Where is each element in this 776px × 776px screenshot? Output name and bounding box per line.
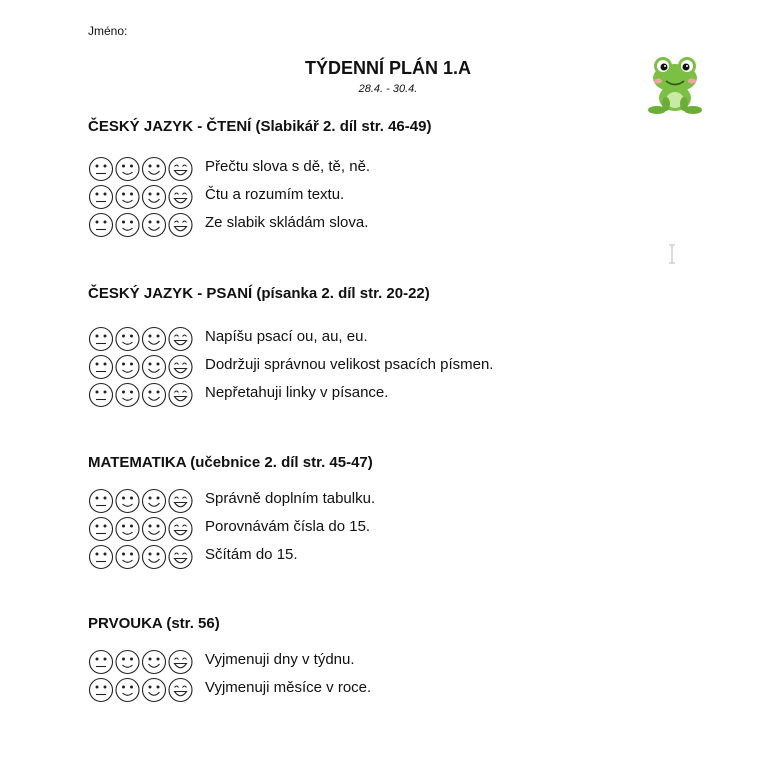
laughing-face-icon	[169, 679, 192, 702]
slight-smile-face-icon	[116, 490, 139, 513]
statement-text: Porovnávám čísla do 15.	[205, 518, 371, 535]
slight-smile-face-icon	[116, 518, 139, 541]
smiley-rating	[88, 211, 194, 239]
smiley-rating	[88, 648, 194, 676]
page-title: TÝDENNÍ PLÁN 1.A	[304, 58, 472, 78]
smiley-rating	[88, 515, 194, 543]
statement-text: Nepřetahuji linky v písance.	[205, 384, 389, 401]
slight-smile-face-icon	[116, 651, 139, 674]
smiley-rating	[88, 183, 194, 211]
laughing-face-icon	[169, 328, 192, 351]
neutral-face-icon	[90, 384, 113, 407]
neutral-face-icon	[90, 546, 113, 569]
laughing-face-icon	[169, 356, 192, 379]
laughing-face-icon	[169, 158, 192, 181]
smile-face-icon	[143, 328, 166, 351]
slight-smile-face-icon	[116, 186, 139, 209]
statement-text: Vyjmenuji měsíce v roce.	[205, 679, 372, 696]
statement-text: Napíšu psací ou, au, eu.	[205, 328, 368, 345]
neutral-face-icon	[90, 679, 113, 702]
neutral-face-icon	[90, 651, 113, 674]
neutral-face-icon	[90, 214, 113, 237]
slight-smile-face-icon	[116, 214, 139, 237]
slight-smile-face-icon	[116, 546, 139, 569]
smile-face-icon	[143, 679, 166, 702]
smile-face-icon	[143, 356, 166, 379]
section-heading: ČESKÝ JAZYK - PSANÍ (písanka 2. díl str. 20-22)	[88, 285, 430, 302]
frog-icon	[646, 54, 704, 116]
smile-face-icon	[143, 490, 166, 513]
date-range: 28.4. - 30.4.	[358, 83, 418, 95]
name-label: Jméno:	[88, 24, 128, 38]
slight-smile-face-icon	[116, 356, 139, 379]
statement-text: Ze slabik skládám slova.	[205, 214, 369, 231]
slight-smile-face-icon	[116, 384, 139, 407]
smile-face-icon	[143, 651, 166, 674]
statement-text: Vyjmenuji dny v týdnu.	[205, 651, 355, 668]
neutral-face-icon	[90, 158, 113, 181]
statement-text: Čtu a rozumím textu.	[205, 186, 345, 203]
smile-face-icon	[143, 214, 166, 237]
laughing-face-icon	[169, 490, 192, 513]
statement-text: Dodržuji správnou velikost psacích písmen.	[205, 356, 494, 373]
neutral-face-icon	[90, 518, 113, 541]
section-heading: PRVOUKA (str. 56)	[88, 615, 220, 632]
statement-text: Správně doplním tabulku.	[205, 490, 376, 507]
smile-face-icon	[143, 186, 166, 209]
text-cursor-icon	[668, 244, 676, 264]
laughing-face-icon	[169, 384, 192, 407]
slight-smile-face-icon	[116, 328, 139, 351]
smiley-rating	[88, 353, 194, 381]
laughing-face-icon	[169, 214, 192, 237]
section-heading: MATEMATIKA (učebnice 2. díl str. 45-47)	[88, 454, 373, 471]
neutral-face-icon	[90, 328, 113, 351]
smiley-rating	[88, 676, 194, 704]
neutral-face-icon	[90, 490, 113, 513]
slight-smile-face-icon	[116, 679, 139, 702]
statement-text: Přečtu slova s dě, tě, ně.	[205, 158, 371, 175]
neutral-face-icon	[90, 356, 113, 379]
laughing-face-icon	[169, 651, 192, 674]
smile-face-icon	[143, 384, 166, 407]
statement-text: Sčítám do 15.	[205, 546, 298, 563]
smile-face-icon	[143, 158, 166, 181]
slight-smile-face-icon	[116, 158, 139, 181]
neutral-face-icon	[90, 186, 113, 209]
laughing-face-icon	[169, 186, 192, 209]
smile-face-icon	[143, 546, 166, 569]
section-heading: ČESKÝ JAZYK - ČTENÍ (Slabikář 2. díl str. 46-49)	[88, 118, 432, 135]
smiley-rating	[88, 325, 194, 353]
smile-face-icon	[143, 518, 166, 541]
laughing-face-icon	[169, 518, 192, 541]
smiley-rating	[88, 381, 194, 409]
smiley-rating	[88, 155, 194, 183]
laughing-face-icon	[169, 546, 192, 569]
smiley-rating	[88, 487, 194, 515]
smiley-rating	[88, 543, 194, 571]
